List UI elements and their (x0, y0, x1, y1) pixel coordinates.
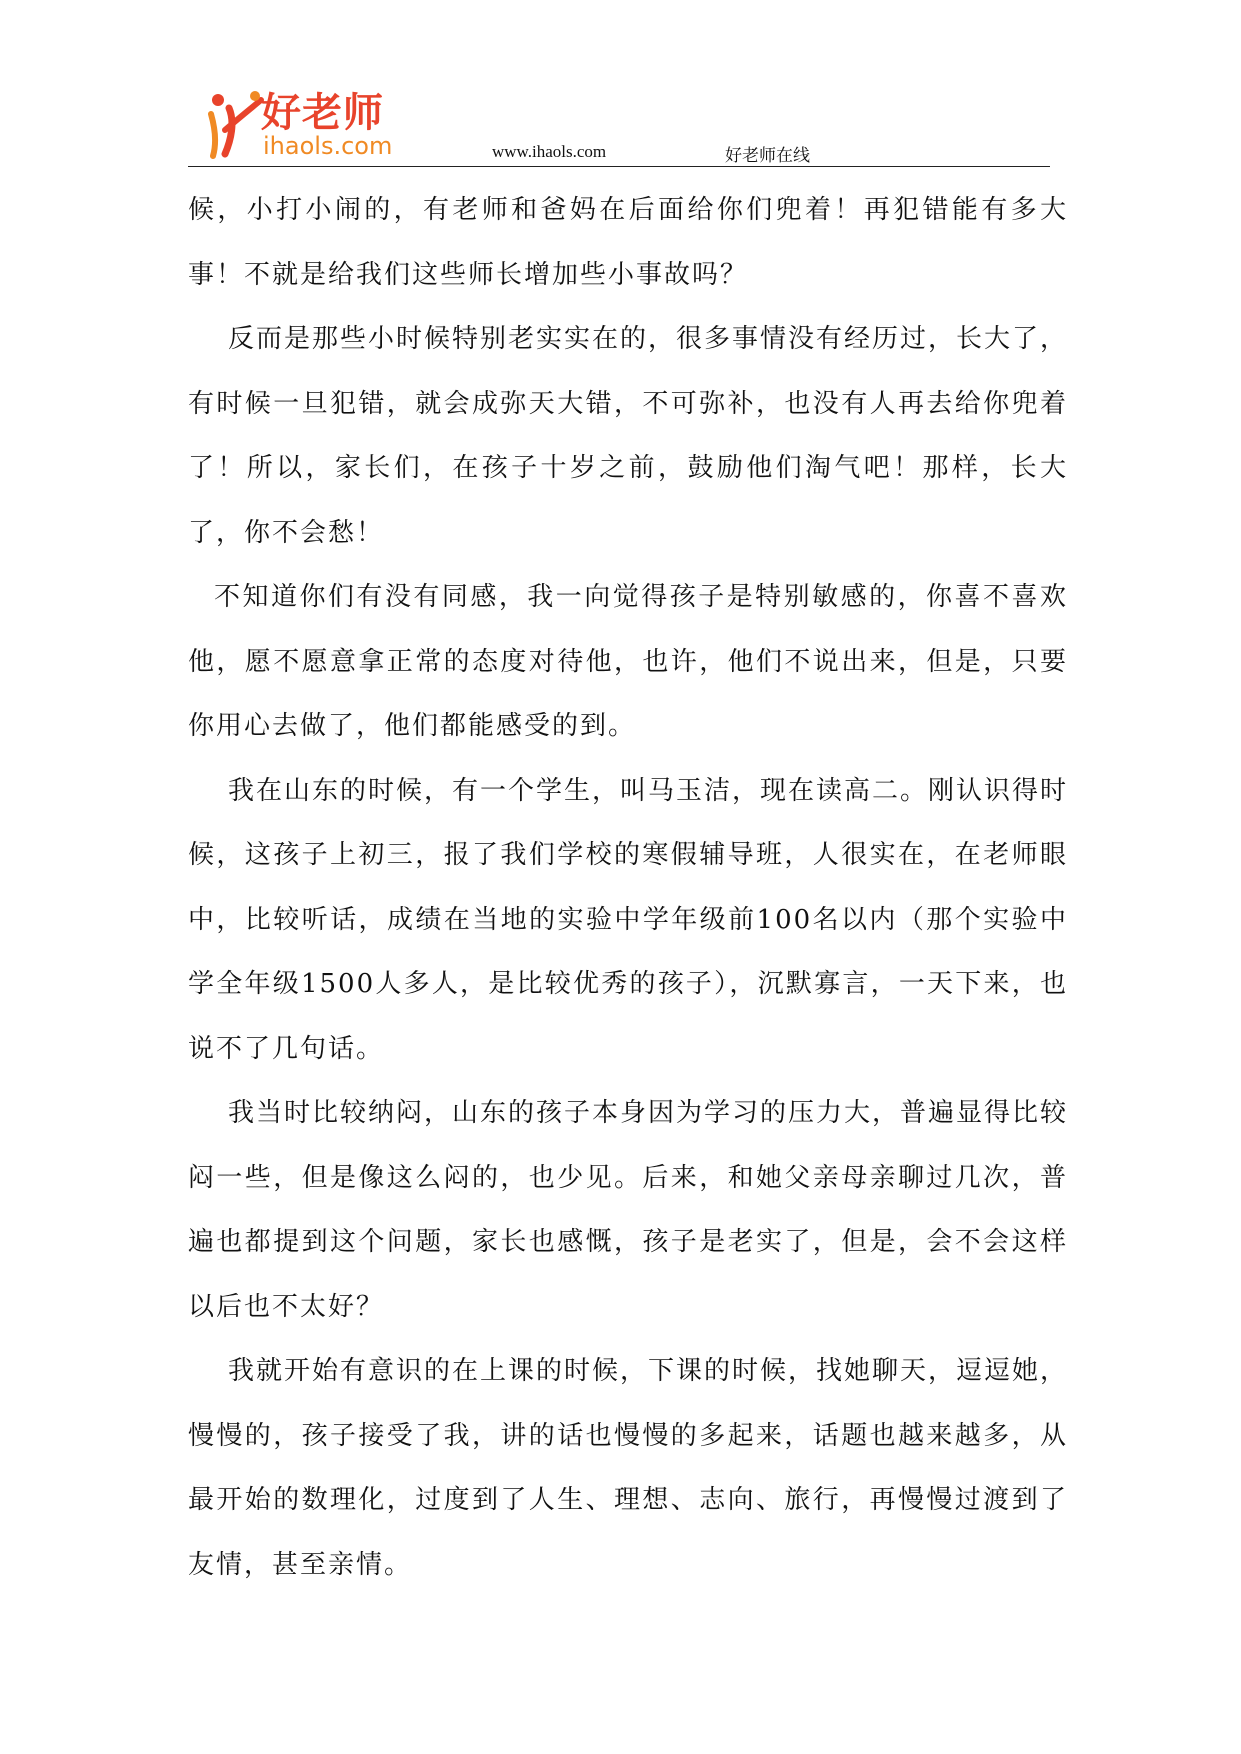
header-divider (188, 166, 1050, 167)
site-logo[interactable] (205, 88, 425, 163)
paragraph-6: 我就开始有意识的在上课的时候，下课的时候，找她聊天，逗逗她，慢慢的，孩子接受了我，讲的话也慢慢的多起来，话题也越来越多，从最开始的数理化，过度到了人生、理想、志向、旅行，再慢慢过渡到了友情，甚至亲情。 (188, 1356, 1069, 1580)
paragraph-5: 我当时比较纳闷，山东的孩子本身因为学习的压力大，普遍显得比较闷一些，但是像这么闷的，也少见。后来，和她父亲母亲聊过几次，普遍也都提到这个问题，家长也感慨，孩子是老实了，但是，会不会这样以后也不太好？ (188, 1098, 1069, 1322)
article-body (188, 178, 1068, 1597)
logo-chinese-text: 好老师 (261, 90, 384, 136)
paragraph-1: 候，小打小闹的，有老师和爸妈在后面给你们兜着！再犯错能有多大事！不就是给我们这些师长增加些小事故吗？ (188, 195, 1068, 290)
logo-english-text: ihaols.com (263, 132, 393, 160)
paragraph-4: 我在山东的时候，有一个学生，叫马玉洁，现在读高二。刚认识得时候，这孩子上初三，报了我们学校的寒假辅导班，人很实在，在老师眼中，比较听话，成绩在当地的实验中学年级前100名以内（那个实验中学全年级1500人多人，是比较优秀的孩子），沉默寡言，一天下来，也说不了几句话。 (188, 775, 1069, 1064)
paragraph-2: 反而是那些小时候特别老实实在的，很多事情没有经历过，长大了，有时候一旦犯错，就会成弥天大错，不可弥补，也没有人再去给你兜着了！所以，家长们，在孩子十岁之前，鼓励他们淘气吧！那样，长大了，你不会愁！ (188, 324, 1069, 548)
paragraph-3: 不知道你们有没有同感，我一向觉得孩子是特别敏感的，你喜不喜欢他，愿不愿意拿正常的态度对待他，也许，他们不说出来，但是，只要你用心去做了，他们都能感受的到。 (188, 582, 1068, 741)
site-url-link[interactable]: www.ihaols.com (492, 142, 607, 161)
person-logo-icon (205, 88, 267, 160)
page-header (0, 0, 1241, 175)
site-name: 好老师在线 (725, 146, 810, 166)
